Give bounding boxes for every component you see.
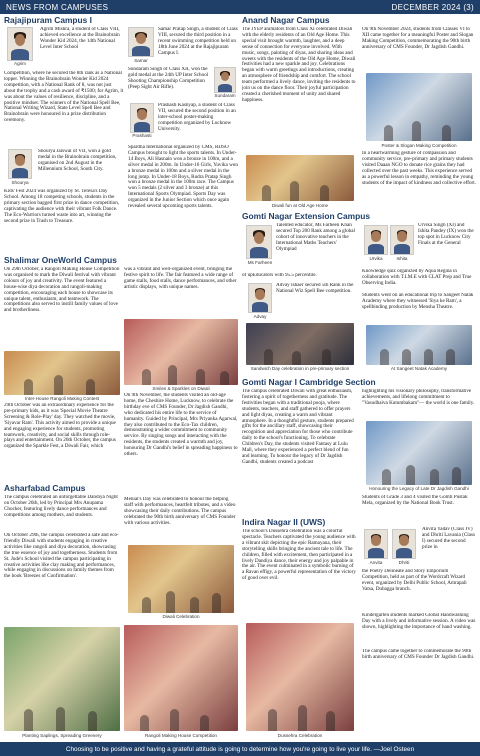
caption-honouring-legacy: Honouring the Legacy of Late Dr Jagdish Gandhi xyxy=(369,486,469,491)
photo-poster-slogan xyxy=(366,73,472,141)
text-urvika-cont: Knowledge quiz organized by Aqua Regina in collaboration with T.I.M.E with CLAT Prep and True Observing India. xyxy=(362,269,472,286)
caption-smiles-diwali: Smiles & Sparkles on Diwali xyxy=(152,386,210,391)
header-date: DECEMBER 2024 (3) xyxy=(391,2,474,12)
photo-shourya xyxy=(8,149,32,179)
photo-sandwich-day xyxy=(246,323,354,365)
photo-diwali-celebration xyxy=(128,545,234,613)
photo-sundaram xyxy=(214,67,236,93)
photo-advay xyxy=(248,283,272,313)
text-founder-anniversary: The campus came together to commemorate the 90th birth anniversary of CMS Founder Dr Jagdish Gandhi. xyxy=(362,649,475,660)
text-shalimar-rangoli: On 29th October, a Rangoli Making House Competition was organised to mark the Diwali festival with vibrant colours of joy and creativity. The event featured a house-wise diya decoration and rangoli-making competition, encouraging each house to showcase its unique talent, enthusiasm, and teamwork. The competitions also served to instill family values of love and brotherliness. xyxy=(4,267,120,314)
text-pustak-mela: Students of Grade 3 and 4 visited the Gomti Pustak Mela, organized by the National Book Trust. xyxy=(362,495,468,506)
photo-anvita xyxy=(364,529,388,559)
text-indira-dussehra: The school's Dussehra celebration was a colorful spectacle. Teachers captivated the young audience with a vibrant skit depicting the epic Ramayana, their storytelling skills bringing the ancient tale to life. The children, filled with excitement, then participated in a lively Dandiya dance, their energy and joy palpable in the air. The event culminated in a symbolic burning of a Ravan effigy, a powerful representation of the victory of good over evil. xyxy=(242,529,356,582)
text-asharfabad-dandiya: The campus celebrated an unforgettable Dandiya Night on October 26th, led by Principal Mrs Anupama Chocker, featuring lively dance performances and competitions among mothers, and students. xyxy=(4,495,118,518)
section-title-shalimar: Shalimar OneWorld Campus xyxy=(4,255,117,265)
photo-dhriti xyxy=(392,529,416,559)
caption-sangeet-natak: At Sangeet Natak Academy xyxy=(390,366,448,371)
section-title-rajajipuram: Rajajipuram Campus I xyxy=(4,15,92,25)
text-samar: Samar Pratap Singh, a student of Class VIII, secured the third position in a recent swimming competition held on 18th June 2024 at the Rajajipuram Campus I. xyxy=(158,27,238,56)
text-spardha: Spardha International organized by CMS, RDSO Campus brought to light the sports talents. In Under-14 Boys, Ali Hasnain won a bronze in 100m, and a silver medal in 200m. In Under-16 Girls, Yuvika won a bronze medal in 100m and a silver medal in the long jump. In Under-18 Boys, Rudra Pratap Singh won a bronze medal in the 100m race. The Campus won 5 medals (2 silver and 3 bronze) at this International Sports Olympiad. Sports Day was organized in the Junior Section which once again revealed several upcoming sports talents. xyxy=(128,145,238,210)
text-anvita-cont: the Poetry Delineate and Story Emporium Competition, held as part of the Wordcraft Wizard event, organized by Delhi Public School, Amrapali Vatsa, Dubagga branch. xyxy=(362,569,467,592)
text-sundaram: Sundaram Singh of Class XII, won the gold medal at the 24th UP Inter School Shooting Championship Competition (Peep Sight Air Rifle). xyxy=(128,67,209,90)
caption-planting-saplings: Planting Saplings, Spreading Greenery xyxy=(22,733,102,738)
text-anand-ngo: In a heartwarming gesture of compassion and community service, pre-primary and primary students visited Daaan NGO to donate rice grains they had collected over the past weeks. This experience served as a powerful lesson in empathy, reminding the young students of the impact of kindness and collective effort. xyxy=(362,151,476,186)
photo-rangoli-contest xyxy=(4,351,120,395)
text-cambridge-legacy: highlighting his visionary philosophy, transformative achievements, and lifelong commitment to "Vasudhaiva Kutumbakam"— the world is one family. xyxy=(362,389,475,406)
section-title-indira: Indira Nagar II (UWS) xyxy=(242,517,326,527)
photo-agrim xyxy=(7,27,33,61)
section-title-gomti-ext: Gomti Nagar Extension Campus xyxy=(242,211,370,221)
photo-sangeet-natak xyxy=(366,325,472,365)
text-shourya: Shourya Jaiswal of VII, won a gold medal in the Brainobrain competition, organised on 2nd August in the Millennium School, South City. xyxy=(38,149,117,172)
text-ms-farheen: Talented educator, Ms Farheen Khan secured Top 200 Rank among a global cohort of innovative teachers in the International Maths Teachers' Olympiad xyxy=(276,223,355,252)
text-asharfabad-diwali: On October 29th, the campus celebrated a safe and eco-friendly Diwali with students engaging in creative activities like rangoli and diya decoration, showcasing the true essence of joy and togetherness. Students from St. Jude's School visited the campus participating in creative activities like clay making and performances, while engaging in discussions on family themes from the book 'Breezes of Confirmation'. xyxy=(4,533,119,580)
text-anand-poster: On 9th November 2024, students from Classes VI to XII came together for a meaningful Poster and Slogan Making Competition, commemorating the 90th birth anniversary of CMS Founder, Dr Jagdish Gandhi. xyxy=(362,27,474,50)
text-kids-fest: Kids' Fest 2024 was organized by St. Teresa's Day School. Among 18 competing schools, students in the primary section bagged first prize in dance competition, captivating the audience with their vibrant Folk Dance. The Eco-Warriors turned waste into art, winning the second prize in Trash to Treasure. xyxy=(4,189,120,224)
text-urvika: Urvika Singh (XI) and Ishita Pandey (IX) won the top spot in Lucknow City Finals at the General xyxy=(418,223,474,246)
photo-samar xyxy=(128,27,154,57)
section-title-gomti-cambridge: Gomti Nagar I Cambridge Section xyxy=(242,377,376,387)
caption-rangoli-house: Rangoli Making House Competition xyxy=(144,733,217,738)
photo-honouring-legacy xyxy=(366,421,472,485)
caption-ishita: Ishita xyxy=(396,256,408,261)
caption-agrim: Agrim xyxy=(14,61,26,66)
footer-quote: Choosing to be positive and having a grateful attitude is going to determine how you're going to live your life. —Joel Osteen xyxy=(65,745,415,753)
text-handwashing: Kindergarten students marked Global Handwashing Day with a lively and informative session. A video was shown, highlighting the importance of hand washing. xyxy=(362,613,476,630)
caption-advay: Advay xyxy=(253,314,267,319)
caption-diwali-celebration: Diwali Celebration xyxy=(162,614,200,619)
text-prashasti: Prashasti Kashyap, a student of Class VII, secured the second position in an inter-school poster-making competition organized by Lucknow University. xyxy=(158,103,236,132)
photo-ishita xyxy=(390,225,414,255)
caption-prashasti: Prashasti xyxy=(132,133,152,138)
text-asharfabad-menial: Menial's Day was celebrated to honour the helping staff with performances, heartfelt tributes, and a video showcasing their daily contributions. The campus celebrated the 90th birth anniversary of CMS Founder with various activities. xyxy=(124,497,236,526)
text-agrim: Agrim Mishra, a student of Class VIII, achieved excellence at the Brainobrain Wonder Kid 2024, the 14th National Level Inter School xyxy=(40,27,120,50)
left-column xyxy=(4,15,238,741)
right-column xyxy=(242,15,476,741)
photo-smiles-diwali xyxy=(124,319,238,385)
caption-rangoli-contest: Inter-House Rangoli Making Contest xyxy=(24,396,100,401)
text-agrim-cont: Competition, where he secured the 8th rank as a National topper. Winning the Brainobrain Wonder Kid 2024 competition, with a National Rank of 8, was not just about the trophy and a cash award of ₹1500; for Agrim, it was about the values of resilience, discipline, and a positive mindset. The winners of the National Spell Bee, National Writing Wizard, State Level Spell Bee and Brainobrain were honoured in a prize distribution ceremony. xyxy=(4,71,124,124)
text-cambridge-diwali: The campus celebrated Diwali with great enthusiasm, fostering a spirit of togetherness and gratitude. The festivities began with a traditional pooja, where students, teachers, and staff gathered to offer prayers and light diyas, creating a warm and vibrant atmosphere. In a thoughtful gesture, students prepared gifts for the ancillary staff, showcasing their recognition and appreciation for those who contribute daily to the school's functioning. To celebrate Children's Day, the students visited Fantasy at Lulu Mall, where they experienced a perfect blend of fun and learning. To honour the legacy of Dr Jagdish Gandhi, students created a podcast xyxy=(242,389,354,465)
caption-poster-slogan: Poster & Slogan Making Competition xyxy=(381,143,457,148)
section-title-anand: Anand Nagar Campus xyxy=(242,15,330,25)
text-ms-farheen-cont: of upEducators with 95.5 percentile. xyxy=(242,273,317,278)
header-title: NEWS FROM CAMPUSES xyxy=(6,2,109,12)
text-shalimar-oldage: On 9th November, the students visited an old-age home, the Cheshire Home, Lucknow, to celebrate the birthday eve of CMS Founder, Dr Jagdish Gandhi, who dedicated his entire life to the service of humanity. Guided by Principal, Mrs Priyanka Agarwal, they also contributed to the Eco-Tax children, demonstrating a wider commitment to community service. By singing songs and interacting with the residents, the students created a warmth and joy, honouring Dr Gandhi's belief in spreading happiness to others. xyxy=(124,393,238,458)
caption-shourya: Shourya xyxy=(11,180,29,185)
caption-sandwich-day: Sandwich Day celebration in pre-primary section xyxy=(250,366,350,371)
caption-diwali-oldage: Diwali fun at Old Age Home xyxy=(271,203,329,208)
caption-dussehra: Dussehra Celebration xyxy=(277,733,323,738)
photo-dussehra xyxy=(246,623,354,731)
text-anvita: Anvita Yadav (Class IV) and Dhriti Lavania (Class I) secured the second prize in xyxy=(422,527,475,550)
photo-diwali-oldage xyxy=(246,155,354,201)
text-advay: Advay Ishaer secured 5th Rank in the National Wiz Spell Bee competition. xyxy=(276,283,354,294)
caption-urvika: Urvika xyxy=(369,256,383,261)
photo-rangoli-house xyxy=(124,625,238,731)
text-shalimar-movie: 29th October was an extraordinary experience for the pre-primary kids, as it was 'Special Movie Theatre Screening & Role-Play' day. They watched the movie, 'Siyavar Ram'. This activity aimed to provide a unique and engaging experience for students, promoting teamwork, creativity, and social skills through role-plays and entertainment. On 26th October, the campus organized the Sparkle Fest, a Diwali Fair, which xyxy=(4,403,116,450)
photo-prashasti xyxy=(130,103,154,133)
text-anand-oldage: The JYEP animators from Class XI celebrated Diwali with the elderly residents of an Old Age Home. This special visit brought warmth, laughter, and a deep sense of connection for everyone involved. With music, songs, painting of diyas, and sharing ideas and sweets with the residents of the Old Age Home, Diwali festivities had a new sparkle and joy. Celebrations began with warm greetings and introductions, creating an atmosphere of friendship and comfort. The school team performed a lively dance, inviting the residents to join us on the dance floor. Their joyful participation created a cherished moment of unity and shared happiness. xyxy=(242,27,356,103)
photo-urvika xyxy=(364,225,388,255)
page-footer xyxy=(0,742,480,756)
text-sangeet-natak: Students went on an educational trip to Sangeet Natak Academy where they witnessed 'Siya ke Ram', a spellbinding production by Mensha Theatre. xyxy=(362,293,474,310)
caption-ms-farheen: Ms Farheen xyxy=(247,260,273,265)
text-shalimar-fair: was a vibrant and well-organized event, bringing the festive spirit to life. The fair featured a wide range of game stalls, food stalls, dance performances, and other artistic displays, with unique names. xyxy=(124,267,237,290)
caption-samar: Samar xyxy=(134,58,148,63)
page-header xyxy=(0,0,480,14)
photo-ms-farheen xyxy=(246,225,272,259)
caption-dhriti: Dhriti xyxy=(398,560,410,565)
section-title-asharfabad: Asharfabad Campus xyxy=(4,483,86,493)
caption-sundaram: Sundaram xyxy=(214,93,236,98)
photo-planting-saplings xyxy=(4,627,120,731)
caption-anvita: Anvita xyxy=(369,560,383,565)
